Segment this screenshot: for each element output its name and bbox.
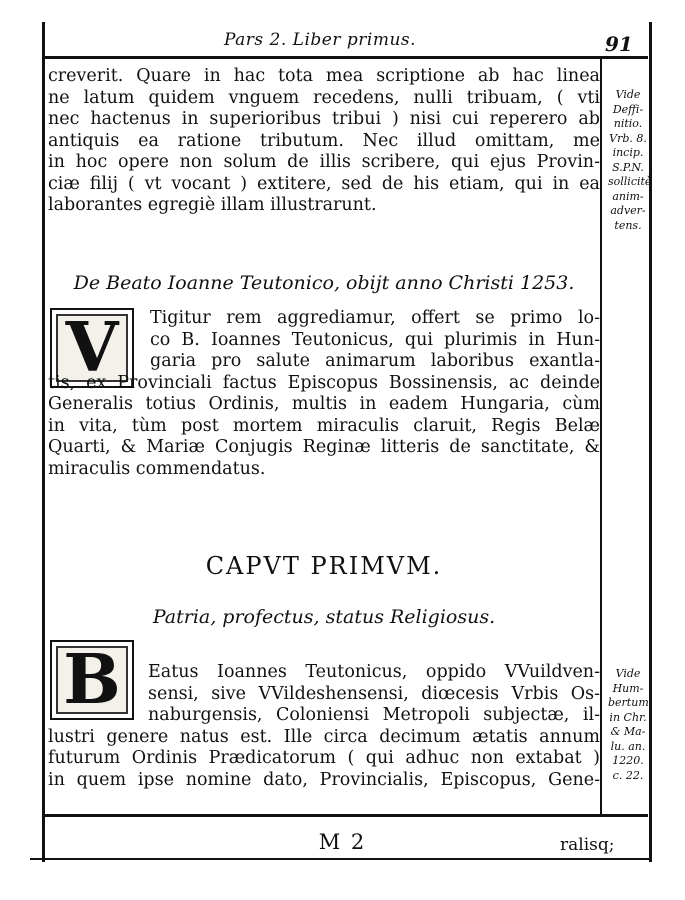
signature-mark: M 2	[318, 830, 367, 854]
text-line: Quarti, & Mariæ Conjugis Reginæ litteris de sanctitate, &	[48, 437, 600, 457]
text-line: tis, ex Provinciali factus Episcopus Bossinensis, ac deinde	[48, 372, 600, 393]
section-heading: De Beato Ioanne Teutonico, obijt anno Christi 1253.	[73, 272, 575, 294]
text-line: naburgensis, Coloniensi Metropoli subjectæ, il-	[148, 705, 600, 725]
text-line: in vita, tùm post mortem miraculis claruit, Regis Belæ	[48, 415, 600, 436]
header-rule	[42, 56, 648, 59]
text-line: co B. Ioannes Teutonicus, qui plurimis in Hun-	[150, 329, 600, 350]
text-line: futurum Ordinis Prædicatorum ( qui adhuc non extabat )	[48, 748, 600, 768]
text-line: Tigitur rem aggrediamur, offert se primo lo-	[150, 308, 600, 328]
catchword: ralisq;	[560, 835, 615, 855]
text-line: ciæ filij ( vt vocant ) extitere, sed de his etiam, qui in ea	[48, 173, 600, 194]
text-line: in hoc opere non solum de illis scribere, qui ejus Provin-	[48, 152, 600, 172]
paragraph-2	[48, 308, 600, 480]
running-title: Pars 2. Liber primus.	[223, 30, 417, 50]
text-line: nec hactenus in superioribus tribui ) nisi cui reperero ab	[48, 109, 600, 129]
margin-column-divider	[600, 58, 602, 814]
text-line: antiquis ea ratione tributum. Nec illud omittam, me	[48, 130, 600, 151]
text-line: Eatus Ioannes Teutonicus, oppido VVuildven-	[148, 662, 600, 682]
margin-note-2: Vide Hum- bertum in Chr. & Ma- lu. an. 1220. c. 22.	[608, 667, 649, 782]
decorated-initial-b: B	[50, 640, 134, 720]
page-number: 91	[605, 32, 633, 56]
footer-rule	[42, 814, 648, 817]
text-line: miraculis commendatus.	[48, 458, 266, 479]
text-line: laborantes egregiè illam illustrarunt.	[48, 195, 377, 215]
text-line: Generalis totius Ordinis, multis in eadem Hungaria, cùm	[48, 394, 600, 414]
chapter-subtitle: Patria, profectus, status Religiosus.	[152, 606, 496, 628]
paragraph-3	[48, 662, 600, 791]
text-line: in quem ipse nomine dato, Provincialis, Episcopus, Gene-	[48, 769, 600, 790]
bottom-rule	[30, 858, 650, 860]
text-line: ne latum quidem vnguem recedens, nulli tribuam, ( vti	[48, 87, 600, 108]
chapter-title: CAPVT PRIMVM.	[205, 552, 443, 580]
paragraph-1	[48, 66, 600, 217]
text-line: creverit. Quare in hac tota mea scriptione ab hac linea	[48, 66, 600, 86]
text-line: garia pro salute animarum laboribus exantla-	[150, 351, 600, 371]
decorated-initial-v: V	[50, 308, 134, 388]
text-line: sensi, sive VVildeshensensi, diœcesis Vrbis Os-	[148, 683, 600, 704]
margin-note-1: Vide Deffi- nitio. Vrb. 8. incip. S.P.N. sollicitè anim- adver- tens.	[608, 88, 652, 232]
text-line: lustri genere natus est. Ille circa decimum ætatis annum	[48, 726, 600, 747]
